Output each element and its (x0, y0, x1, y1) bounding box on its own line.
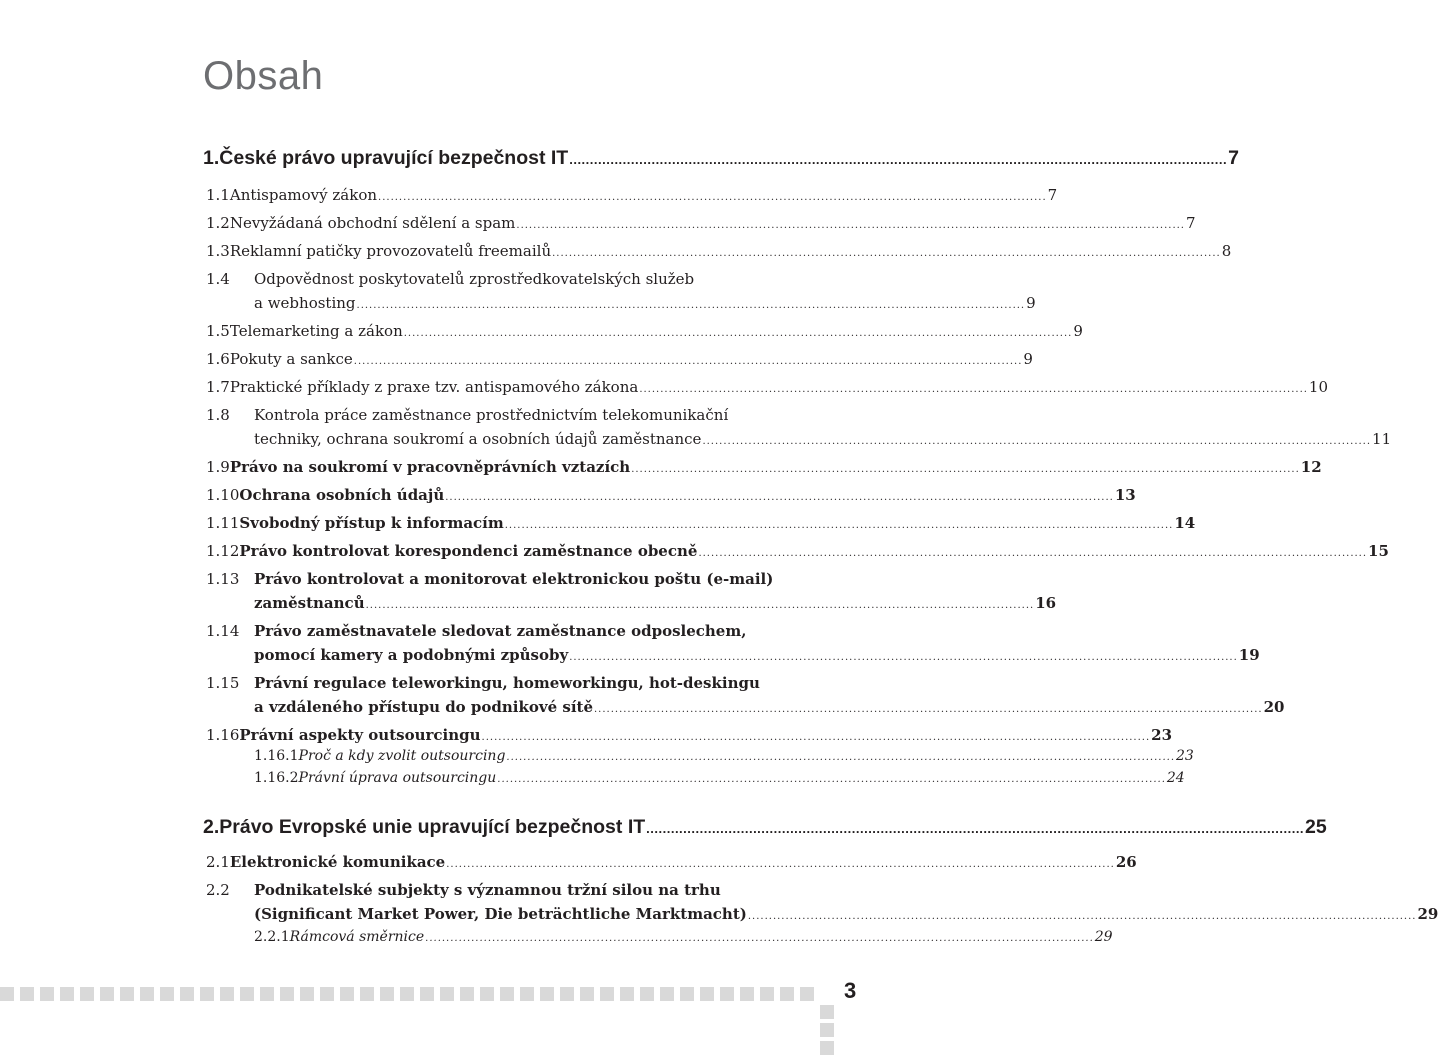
toc-entry-continuation (254, 294, 1036, 312)
decorative-square (820, 1023, 834, 1037)
decorative-square (80, 987, 94, 1001)
toc-section-entry (206, 406, 828, 424)
decorative-square (120, 987, 134, 1001)
decorative-square (440, 987, 454, 1001)
toc-section-entry (206, 570, 828, 588)
toc-entry-number: 1.1 (206, 186, 230, 204)
toc-leader-dots: ................................................................................................................................................................ (425, 933, 1094, 944)
toc-entry-continuation (254, 698, 1285, 716)
toc-page-number: 15 (1368, 542, 1389, 560)
toc-page-number: 11 (1372, 430, 1392, 448)
toc-subsection-entry (254, 770, 1185, 786)
toc-section-entry (206, 622, 828, 640)
toc-entry-number: 2.2 (206, 881, 230, 899)
toc-leader-dots: ................................................................................................................................................................ (353, 356, 1023, 367)
toc-entry-number: 1.3 (206, 242, 230, 260)
toc-entry-continuation (254, 594, 1057, 612)
toc-page-number: 9 (1073, 322, 1083, 340)
toc-entry-number: 1.6 (206, 350, 230, 368)
toc-entry-number: 1.11 (206, 514, 240, 532)
toc-section-entry (206, 853, 1137, 871)
toc-leader-dots: ................................................................................................................................................................ (445, 492, 1114, 503)
decorative-square (240, 987, 254, 1001)
toc-leader-dots: ................................................................................................................................................................ (356, 300, 1026, 311)
decorative-square (140, 987, 154, 1001)
decorative-square (260, 987, 274, 1001)
toc-entry-title: Právní úprava outsourcingu (298, 770, 497, 786)
toc-subsection-entry (254, 748, 1194, 764)
toc-section-entry (206, 726, 1173, 744)
toc-leader-dots: ................................................................................................................................................................ (378, 192, 1047, 203)
toc-leader-dots: ................................................................................................................................................................ (446, 859, 1115, 870)
decorative-square (640, 987, 654, 1001)
toc-entry-title: (Significant Market Power, Die beträchtliche Marktmacht) (254, 905, 747, 923)
toc-entry-title: zaměstnanců (254, 594, 365, 612)
toc-entry-title: Reklamní patičky provozovatelů freemailů (229, 242, 552, 260)
toc-page-number: 29 (1094, 929, 1113, 945)
toc-leader-dots: ................................................................................................................................................................ (594, 704, 1263, 715)
toc-entry-number: 1.10 (206, 486, 240, 504)
toc-entry-title: Rámcová směrnice (289, 929, 425, 945)
page-title: Obsah (203, 54, 324, 98)
decorative-square (400, 987, 414, 1001)
decorative-square (500, 987, 514, 1001)
toc-entry-title: Nevyžádaná obchodní sdělení a spam (229, 214, 516, 232)
decorative-square (720, 987, 734, 1001)
toc-section-entry (206, 214, 1196, 232)
toc-page-number: 12 (1300, 458, 1322, 476)
toc-section-entry (206, 881, 828, 899)
toc-entry-number: 1.13 (206, 570, 240, 588)
decorative-square-column (820, 1005, 834, 1058)
toc-entry-title: Právo kontrolovat korespondenci zaměstnance obecně (239, 542, 698, 560)
toc-entry-title: pomocí kamery a podobnými způsoby (254, 646, 569, 664)
toc-leader-dots: ................................................................................................................................................................ (702, 436, 1372, 447)
toc-leader-dots: ................................................................................................................................................................ (639, 384, 1308, 395)
toc-entry-title: Telemarketing a zákon (229, 322, 403, 340)
toc-section-entry (206, 458, 1322, 476)
toc-page-number: 9 (1026, 294, 1036, 312)
toc-entry-number: 1.15 (206, 674, 240, 692)
toc-entry-title: a vzdáleného přístupu do podnikové sítě (254, 698, 593, 716)
toc-page-number: 16 (1035, 594, 1057, 612)
toc-entry-number: 1.9 (206, 458, 230, 476)
toc-entry-title: Podnikatelské subjekty s významnou tržní silou na trhu (254, 881, 721, 899)
decorative-square (600, 987, 614, 1001)
toc-entry-number: 1.16.2 (254, 770, 299, 786)
decorative-square (380, 987, 394, 1001)
toc-section-entry (206, 542, 1389, 560)
decorative-square (40, 987, 54, 1001)
toc-leader-dots: ................................................................................................................................................................ (698, 548, 1368, 559)
toc-page-number: 13 (1114, 486, 1136, 504)
toc-section-entry (206, 378, 1329, 396)
toc-entry-number: 1.7 (206, 378, 230, 396)
toc-entry-title: Elektronické komunikace (229, 853, 446, 871)
toc-entry-title: Proč a kdy zvolit outsourcing (298, 748, 506, 764)
toc-chapter-entry (203, 816, 1327, 839)
toc-entry-number: 1.16.1 (254, 748, 299, 764)
toc-leader-dots: ................................................................................................................................................................ (365, 600, 1035, 611)
toc-subsection-entry (254, 929, 1113, 945)
toc-entry-title: Kontrola práce zaměstnance prostřednictvím telekomunikační (254, 406, 729, 424)
toc-entry-number: 2. (203, 816, 220, 838)
toc-page-number: 9 (1023, 350, 1033, 368)
toc-leader-dots: ................................................................................................................................................................ (569, 652, 1238, 663)
toc-page-number: 24 (1166, 770, 1185, 786)
toc-entry-title: Právo na soukromí v pracovněprávních vztazích (229, 458, 631, 476)
toc-leader-dots: ................................................................................................................................................................ (552, 248, 1221, 259)
toc-leader-dots: ................................................................................................................................................................ (497, 774, 1166, 785)
toc-leader-dots: ................................................................................................................................................................ (631, 464, 1300, 475)
toc-entry-number: 1.4 (206, 270, 230, 288)
toc-section-entry (206, 674, 828, 692)
toc-entry-number: 2.2.1 (254, 929, 290, 945)
toc-leader-dots: ................................................................................................................................................................ (569, 152, 1228, 167)
decorative-square (460, 987, 474, 1001)
decorative-square (100, 987, 114, 1001)
toc-entry-title: Odpovědnost poskytovatelů zprostředkovatelských služeb (254, 270, 695, 288)
decorative-square (360, 987, 374, 1001)
toc-entry-number: 1.2 (206, 214, 230, 232)
toc-entry-title: Právo zaměstnavatele sledovat zaměstnance odposlechem, (254, 622, 747, 640)
toc-entry-title: Svobodný přístup k informacím (239, 514, 504, 532)
decorative-square (200, 987, 214, 1001)
decorative-square-strip (0, 987, 814, 1001)
toc-entry-number: 1.14 (206, 622, 240, 640)
decorative-square (340, 987, 354, 1001)
decorative-square (540, 987, 554, 1001)
decorative-square (20, 987, 34, 1001)
page-number: 3 (844, 978, 857, 1003)
toc-page-number: 7 (1228, 147, 1239, 169)
decorative-square (60, 987, 74, 1001)
decorative-square (520, 987, 534, 1001)
toc-page-number: 23 (1151, 726, 1173, 744)
decorative-square (820, 1041, 834, 1055)
decorative-square (820, 1005, 834, 1019)
decorative-square (700, 987, 714, 1001)
toc-section-entry (206, 350, 1033, 368)
toc-page-number: 25 (1305, 816, 1327, 838)
toc-section-entry (206, 486, 1136, 504)
toc-entry-title: Ochrana osobních údajů (239, 486, 445, 504)
decorative-square (220, 987, 234, 1001)
decorative-square (480, 987, 494, 1001)
toc-leader-dots: ................................................................................................................................................................ (504, 520, 1174, 531)
toc-leader-dots: ................................................................................................................................................................ (747, 911, 1417, 922)
toc-entry-number: 1.16 (206, 726, 240, 744)
decorative-square (560, 987, 574, 1001)
decorative-square (800, 987, 814, 1001)
toc-chapter-entry (203, 147, 1239, 170)
toc-leader-dots: ................................................................................................................................................................ (403, 328, 1073, 339)
toc-section-entry (206, 270, 828, 288)
toc-entry-title: a webhosting (254, 294, 356, 312)
toc-page-number: 20 (1263, 698, 1285, 716)
toc-page-number: 23 (1176, 748, 1194, 764)
toc-section-entry (206, 514, 1196, 532)
toc-entry-title: Praktické příklady z praxe tzv. antispamového zákona (229, 378, 639, 396)
toc-entry-title: Právní regulace teleworkingu, homeworkingu, hot-deskingu (254, 674, 760, 692)
toc-entry-number: 2.1 (206, 853, 230, 871)
toc-entry-number: 1.5 (206, 322, 230, 340)
toc-entry-number: 1.8 (206, 406, 230, 424)
toc-page-number: 26 (1115, 853, 1137, 871)
toc-entry-continuation (254, 646, 1260, 664)
decorative-square (660, 987, 674, 1001)
decorative-square (180, 987, 194, 1001)
decorative-square (740, 987, 754, 1001)
decorative-square (780, 987, 794, 1001)
decorative-square (0, 987, 14, 1001)
toc-entry-title: techniky, ochrana soukromí a osobních údajů zaměstnance (254, 430, 702, 448)
decorative-square (580, 987, 594, 1001)
toc-entry-title: Pokuty a sankce (229, 350, 353, 368)
toc-page-number: 7 (1185, 214, 1196, 232)
toc-entry-number: 1. (203, 147, 220, 169)
toc-page-number: 10 (1308, 378, 1329, 396)
toc-entry-title: Právní aspekty outsourcingu (239, 726, 481, 744)
toc-section-entry (206, 186, 1058, 204)
decorative-square (620, 987, 634, 1001)
toc-entry-title: České právo upravující bezpečnost IT (219, 147, 569, 169)
toc-entry-title: Antispamový zákon (229, 186, 378, 204)
toc-entry-continuation (254, 905, 1438, 923)
toc-page-number: 19 (1238, 646, 1260, 664)
toc-leader-dots: ................................................................................................................................................................ (516, 220, 1185, 231)
toc-leader-dots: ................................................................................................................................................................ (506, 752, 1175, 763)
decorative-square (280, 987, 294, 1001)
toc-page-number: 7 (1047, 186, 1058, 204)
toc-page-number: 8 (1221, 242, 1232, 260)
toc-entry-title: Právo Evropské unie upravující bezpečnost IT (219, 816, 646, 838)
toc-entry-number: 1.12 (206, 542, 240, 560)
toc-section-entry (206, 322, 1083, 340)
decorative-square (680, 987, 694, 1001)
decorative-square (300, 987, 314, 1001)
toc-page-number: 14 (1174, 514, 1196, 532)
toc-entry-continuation (254, 430, 1392, 448)
toc-entry-title: Právo kontrolovat a monitorovat elektronickou poštu (e-mail) (254, 570, 774, 588)
decorative-square (160, 987, 174, 1001)
toc-section-entry (206, 242, 1232, 260)
toc-leader-dots: ................................................................................................................................................................ (646, 821, 1305, 836)
decorative-square (420, 987, 434, 1001)
decorative-square (320, 987, 334, 1001)
toc-leader-dots: ................................................................................................................................................................ (481, 732, 1151, 743)
toc-page-number: 29 (1417, 905, 1438, 923)
decorative-square (760, 987, 774, 1001)
